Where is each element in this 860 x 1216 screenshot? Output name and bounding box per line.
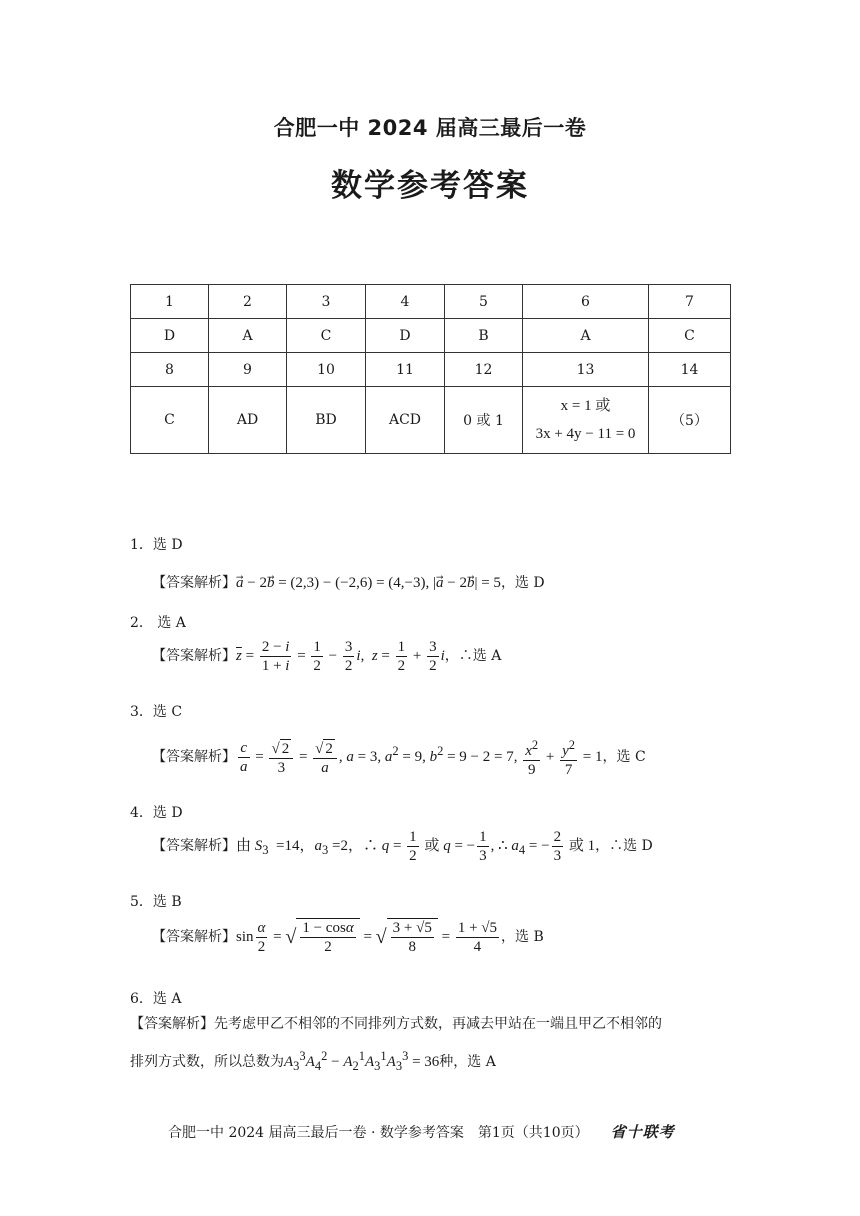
solution-tag: 【答案解析】 [130, 1016, 214, 1032]
table-cell: B [445, 319, 523, 353]
table-row [131, 353, 731, 387]
question-5-head: 5．选 B [130, 894, 182, 910]
page-footer [168, 1121, 675, 1142]
solution-text-1: 先考虑甲乙不相邻的不同排列方式数，再减去甲站在一端且甲乙不相邻的 [214, 1016, 662, 1032]
question-2-solution [152, 638, 501, 675]
table-cell: A [523, 319, 649, 353]
answer-13-line1: x = 1 或 [560, 398, 611, 414]
table-cell: 0 或 1 [445, 387, 523, 454]
doc-title: 合肥一中 2024 届高三最后一卷 [273, 116, 587, 140]
solution-tag: 【答案解析】 [152, 575, 236, 591]
table-cell: 5 [445, 285, 523, 319]
table-cell: 8 [131, 353, 209, 387]
table-cell: 6 [523, 285, 649, 319]
table-cell: 3 [287, 285, 366, 319]
table-cell: 4 [366, 285, 445, 319]
brand-logo: 省十联考 [610, 1123, 675, 1141]
solution-tag: 【答案解析】 [152, 748, 236, 765]
answer-table [130, 284, 731, 454]
table-cell: 10 [287, 353, 366, 387]
solution-tail: ，∴选 D [595, 837, 653, 854]
question-6-solution [130, 1008, 730, 1082]
table-cell: 2 [209, 285, 287, 319]
table-cell: 12 [445, 353, 523, 387]
table-cell: C [131, 387, 209, 454]
solution-math: $\overline{z}$ = $\frac{2 - i}{1 + i}$ = $\frac{1}{2}$ − $\frac{3}{2}$ i, z = $\frac{1}{2}$ + $\frac{3}{2}$ i [236, 639, 445, 674]
solution-tag: 【答案解析】 [152, 647, 236, 664]
solution-text-2: 排列方式数，所以总数为 [130, 1054, 284, 1070]
table-cell-13 [523, 387, 649, 454]
table-row [131, 387, 731, 454]
table-cell: 11 [366, 353, 445, 387]
solution-math: $\frac{c}{a}$ = $\frac{√ 2}{3}$ = $\frac{√ 2}{a}$ , a = 3, $a^2 = 9$, $b^2 = 9 - 2 = 7$, $\frac{x^2}{9}$ + $\frac{y^2}{7}$ = 1 [240, 738, 603, 778]
solution-tail: ，选 C [602, 748, 646, 765]
table-row [131, 319, 731, 353]
table-cell: ACD [366, 387, 445, 454]
table-cell: A [209, 319, 287, 353]
question-5-solution [152, 918, 544, 956]
solution-tail: ，∴选 A [444, 647, 502, 664]
question-3-head: 3．选 C [130, 704, 183, 720]
solution-tail: ，选 B [501, 928, 544, 945]
question-1-head: 1．选 D [130, 537, 183, 553]
table-row [131, 285, 731, 319]
solution-tail: 种，选 A [439, 1054, 496, 1070]
table-cell: D [366, 319, 445, 353]
solution-tail: ，选 D [500, 575, 545, 591]
table-cell: D [131, 319, 209, 353]
solution-math: a⃗ − 2b⃗ = (2,3) − (−2,6) = (4,−3), |a⃗ − 2b⃗| = 5 [236, 575, 501, 591]
table-cell: 13 [523, 353, 649, 387]
table-cell: C [287, 319, 366, 353]
answer-13-line2: 3x + 4y − 11 = 0 [535, 426, 636, 442]
table-cell: （5） [649, 387, 731, 454]
footer-text: 合肥一中 2024 届高三最后一卷 · 数学参考答案 第1页（共10页） [168, 1125, 589, 1141]
solution-line-1 [130, 1008, 730, 1040]
question-4-head: 4．选 D [130, 805, 183, 821]
table-cell: 7 [649, 285, 731, 319]
doc-subtitle: 数学参考答案 [331, 168, 529, 204]
question-1-solution [152, 572, 545, 592]
solution-math: sin $\frac{\alpha}{2}$ = √ $\frac{1 - \cos\alpha}{2}$ = √ $\frac{3 + √5}{8}$ = $\frac{1 + √5}{4}$ [236, 920, 498, 955]
question-3-solution [152, 736, 646, 779]
table-cell: C [649, 319, 731, 353]
question-2-head: 2． 选 A [130, 615, 186, 631]
table-cell: BD [287, 387, 366, 454]
question-4-solution [152, 828, 653, 865]
solution-math: 由 $S_3 =14$，$a_3 =2$，∴ q = $\frac{1}{2}$ 或 q = − $\frac{1}{3}$ , ∴ $a_4$ = − $\frac{2}{3}$ 或 1 [236, 829, 596, 864]
solution-math: $A_3^3A_4^2 - A_2^1A_3^1A_3^3 = 36$ [284, 1049, 440, 1073]
question-6-head: 6．选 A [130, 991, 182, 1007]
table-cell: 1 [131, 285, 209, 319]
solution-tag: 【答案解析】 [152, 837, 236, 854]
table-cell: AD [209, 387, 287, 454]
solution-tag: 【答案解析】 [152, 928, 236, 945]
table-cell: 14 [649, 353, 731, 387]
solution-line-2 [130, 1040, 730, 1082]
table-cell: 9 [209, 353, 287, 387]
